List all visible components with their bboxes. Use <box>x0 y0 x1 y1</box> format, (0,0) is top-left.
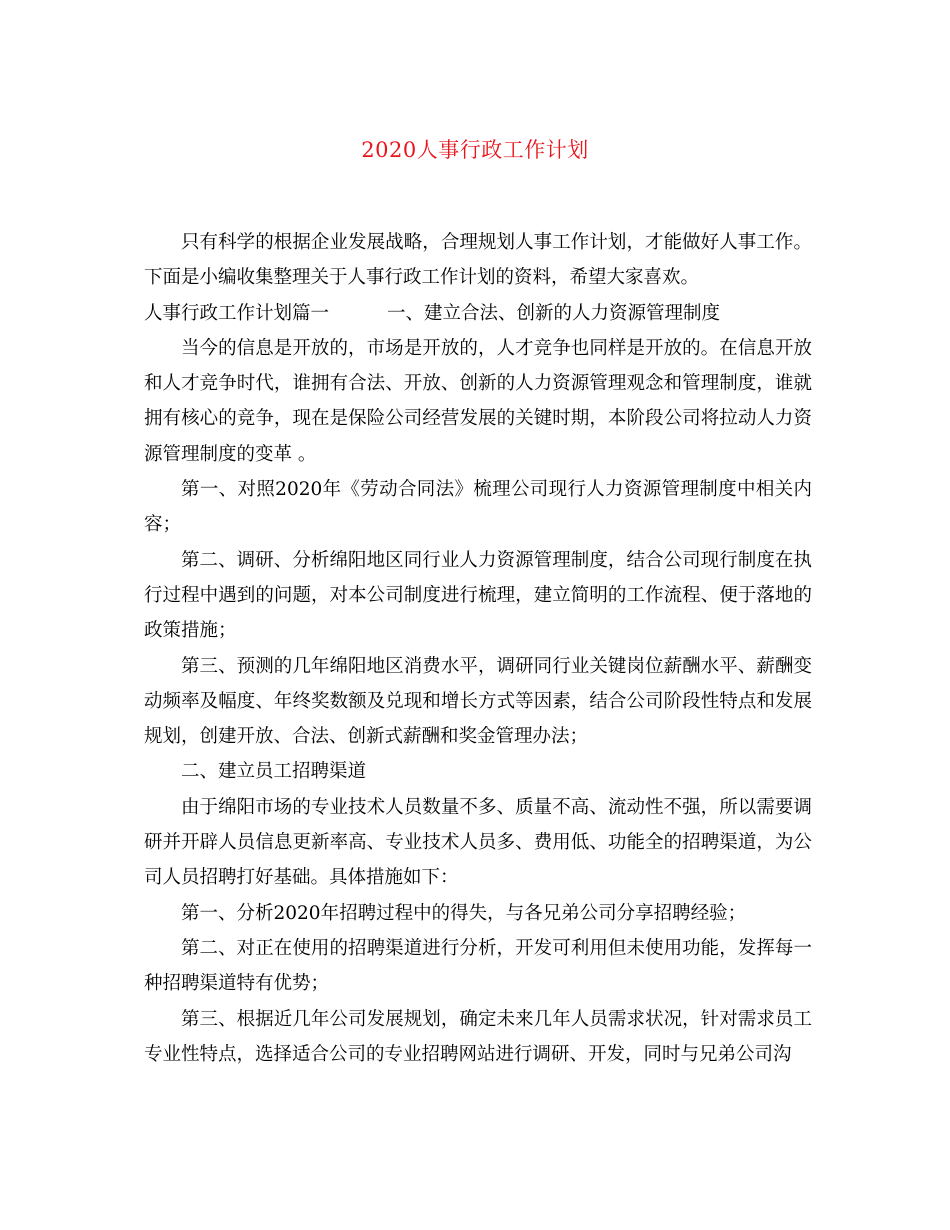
paragraph-first-contract: 第一、对照2020年《劳动合同法》梳理公司现行人力资源管理制度中相关内容； <box>144 479 812 536</box>
paragraph-recruitment-intro: 由于绵阳市场的专业技术人员数量不多、质量不高、流动性不强，所以需要调研并开辟人员信息更新率高、专业技术人员多、费用低、功能全的招聘渠道，为公司人员招聘打好基础。具体措施如下： <box>144 796 812 889</box>
section-heading-recruitment: 二、建立员工招聘渠道 <box>181 761 367 783</box>
section-heading-right: 一、建立合法、创新的人力资源管理制度 <box>387 302 721 324</box>
section-heading <box>144 296 812 331</box>
document-body <box>144 225 812 1072</box>
paragraph-info-open: 当今的信息是开放的，市场是开放的，人才竞争也同样是开放的。在信息开放和人才竞争时代，谁拥有合法、开放、创新的人力资源管理观念和管理制度，谁就拥有核心的竞争，现在是保险公司经营发展的关键时期，本阶段公司将拉动人力资源管理制度的变革 。 <box>144 337 812 465</box>
paragraph-third-planning: 第三、根据近几年公司发展规划，确定未来几年人员需求状况，针对需求员工专业性特点，选择适合公司的专业招聘网站进行调研、开发，同时与兄弟公司沟 <box>144 1008 812 1065</box>
section-heading-left: 人事行政工作计划篇一 <box>144 302 330 324</box>
paragraph-second-research: 第二、调研、分析绵阳地区同行业人力资源管理制度，结合公司现行制度在执行过程中遇到的问题，对本公司制度进行梳理，建立简明的工作流程、便于落地的政策措施； <box>144 549 812 642</box>
paragraph-second-channels: 第二、对正在使用的招聘渠道进行分析，开发可利用但未使用功能，发挥每一种招聘渠道特有优势； <box>144 937 812 995</box>
paragraph-first-analysis: 第一、分析2020年招聘过程中的得失，与各兄弟公司分享招聘经验； <box>181 902 747 924</box>
paragraph-third-salary: 第三、预测的几年绵阳地区消费水平，调研同行业关键岗位薪酬水平、薪酬变动频率及幅度、年终奖数额及兑现和增长方式等因素，结合公司阶段性特点和发展规划，创建开放、合法、创新式薪酬和奖金管理办法； <box>144 655 812 748</box>
document-title: 2020人事行政工作计划 <box>361 138 589 162</box>
paragraph-intro: 只有科学的根据企业发展战略，合理规划人事工作计划，才能做好人事工作。下面是小编收集整理关于人事行政工作计划的资料，希望大家喜欢。 <box>144 232 812 289</box>
